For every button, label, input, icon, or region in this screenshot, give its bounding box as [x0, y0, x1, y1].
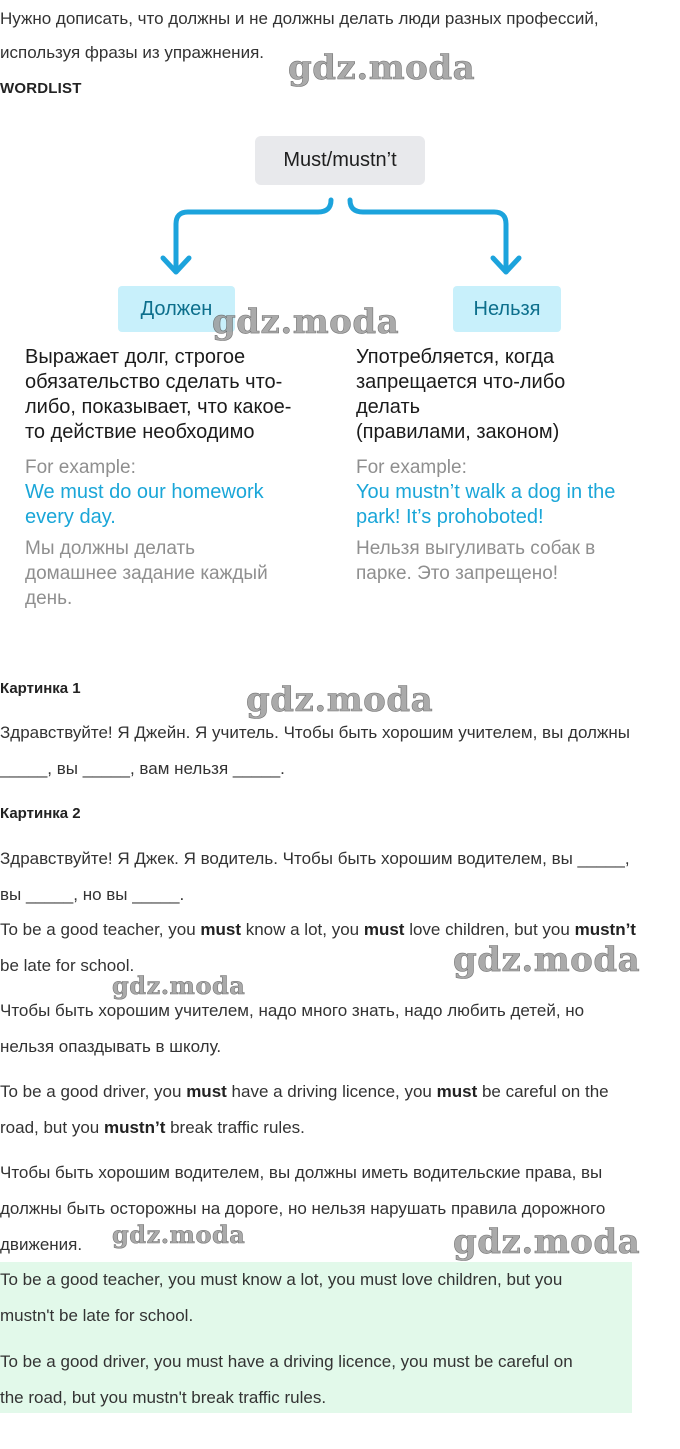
must-column [25, 345, 345, 611]
mustnt-example-ru [356, 536, 676, 586]
picture1-heading: Картинка 1 [0, 680, 81, 697]
text: love children, but you [404, 920, 575, 939]
must-label-box: Должен [118, 286, 235, 332]
mustnt-desc-line: запрещается что-либо [356, 371, 566, 393]
right-arrow [350, 200, 506, 270]
watermark: gdz.moda [212, 302, 400, 342]
text: To be a good driver, you [0, 1082, 187, 1101]
must-description [25, 345, 345, 445]
watermark: gdz.moda [112, 971, 246, 1000]
mustnt-example-en-line: park! It’s prohoboted! [356, 506, 544, 528]
mustnt-example-en-line: You mustn’t walk a dog in the [356, 481, 616, 503]
mustnt-desc-line: делать [356, 396, 421, 418]
picture2-text [0, 841, 678, 913]
text: break traffic rules. [165, 1118, 305, 1137]
teacher-ru-line: нельзя опаздывать в школу. [0, 1037, 222, 1056]
must-desc-line: то действие необходимо [25, 421, 255, 443]
must-example-en-line: every day. [25, 506, 116, 528]
mustnt-label-box: Нельзя [453, 286, 561, 332]
bold-word: must [186, 1082, 227, 1101]
picture2-line: Здравствуйте! Я Джек. Я водитель. Чтобы быть хорошим водителем, вы _____, [0, 849, 630, 868]
wordlist-label: WORDLIST [0, 80, 82, 97]
text: be careful on the [477, 1082, 609, 1101]
bold-word: mustn’t [574, 920, 636, 939]
mustnt-desc-line: (правилами, законом) [356, 421, 560, 443]
driver-ru-line: Чтобы быть хорошим водителем, вы должны иметь водительские права, вы [0, 1163, 603, 1182]
must-example-ru-line: день. [25, 588, 73, 609]
driver-ru-line: должны быть осторожны на дороге, но нельзя нарушать правила дорожного [0, 1199, 606, 1218]
watermark: gdz.moda [112, 1220, 246, 1249]
must-example-en [25, 480, 345, 530]
must-desc-line: Выражает долг, строгое [25, 346, 246, 368]
mustnt-example-en [356, 480, 676, 530]
bold-word: mustn’t [103, 1118, 166, 1137]
answer-text [0, 1262, 632, 1416]
text: have a driving licence, you [226, 1082, 437, 1101]
text: road, but you [0, 1118, 104, 1137]
must-desc-line: обязательство сделать что- [25, 371, 283, 393]
mustnt-example-ru-line: парке. Это запрещено! [356, 563, 559, 584]
picture1-text [0, 715, 678, 787]
diagram-arrows [0, 0, 680, 300]
left-arrow [176, 200, 331, 270]
must-example-ru-line: Мы должны делать [25, 538, 196, 559]
must-mustnt-box: Must/mustn’t [255, 136, 425, 185]
answer-line: mustn't be late for school. [0, 1306, 194, 1325]
teacher-en-line-2: be late for school. [0, 956, 135, 975]
bold-word: must [436, 1082, 478, 1101]
watermark: gdz.moda [246, 680, 434, 720]
intro-line-2: используя фразы из упражнения. [0, 43, 264, 62]
watermark: gdz.moda [453, 1222, 641, 1262]
mustnt-example-label: For example: [356, 457, 467, 478]
text: To be a good teacher, you [0, 920, 201, 939]
must-desc-line: либо, показывает, что какое- [25, 396, 292, 418]
picture1-line: _____, вы _____, вам нельзя _____. [0, 759, 285, 778]
must-example-ru-line: домашнее задание каждый [25, 563, 268, 584]
mustnt-description [356, 345, 676, 445]
answer-line: To be a good teacher, you must know a lot, you must love children, but you [0, 1270, 563, 1289]
must-example-label: For example: [25, 457, 136, 478]
picture2-heading: Картинка 2 [0, 805, 81, 822]
driver-en-line-1 [0, 1074, 678, 1110]
picture1-line: Здравствуйте! Я Джейн. Я учитель. Чтобы быть хорошим учителем, вы должны [0, 723, 630, 742]
picture2-line: вы _____, но вы _____. [0, 885, 185, 904]
intro-line-1: Нужно дописать, что должны и не должны делать люди разных профессий, [0, 9, 599, 28]
teacher-ru-line: Чтобы быть хорошим учителем, надо много знать, надо любить детей, но [0, 1001, 585, 1020]
watermark: gdz.moda [453, 940, 641, 980]
teacher-answer-ru [0, 993, 678, 1065]
mustnt-column [356, 345, 676, 586]
bold-word: must [200, 920, 241, 939]
driver-en-line-2 [0, 1110, 678, 1146]
driver-ru-line: движения. [0, 1235, 83, 1254]
mustnt-desc-line: Употребляется, когда [356, 346, 555, 368]
answer-line: To be a good driver, you must have a driving licence, you must be careful on [0, 1352, 573, 1371]
text: know a lot, you [241, 920, 364, 939]
bold-word: must [363, 920, 405, 939]
watermark: gdz.moda [288, 48, 476, 88]
must-example-en-line: We must do our homework [25, 481, 264, 503]
answer-line: the road, but you mustn't break traffic rules. [0, 1388, 327, 1407]
must-example-ru [25, 536, 345, 611]
driver-answer-en [0, 1074, 678, 1146]
mustnt-example-ru-line: Нельзя выгуливать собак в [356, 538, 596, 559]
